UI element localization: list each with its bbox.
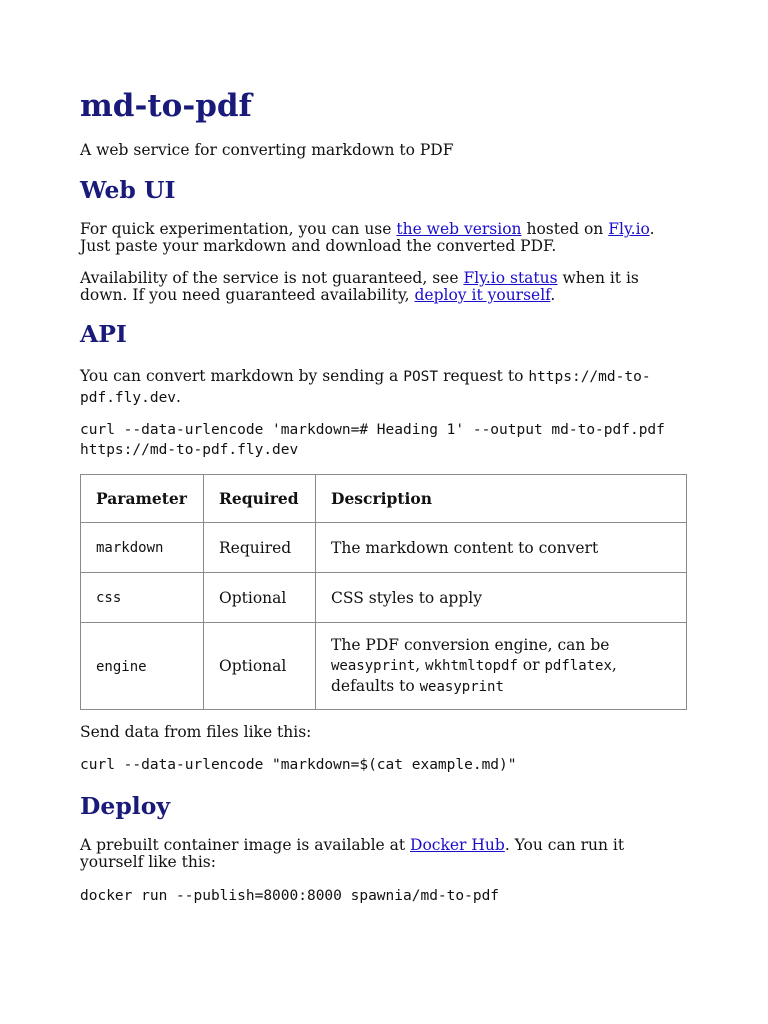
section-heading-deploy: Deploy — [80, 792, 171, 820]
engine-code: wkhtmltopdf — [425, 658, 518, 674]
deploy-yourself-link[interactable]: deploy it yourself — [414, 286, 551, 304]
text: You can convert markdown by sending a — [80, 367, 404, 385]
engine-code: pdflatex — [544, 658, 612, 674]
text: . — [550, 286, 556, 304]
text: . You can run it yourself like this: — [80, 836, 625, 871]
cell-param — [81, 523, 204, 573]
text: , defaults to — [331, 656, 617, 695]
intro-text: A web service for converting markdown to PDF — [80, 141, 454, 159]
table-row — [81, 573, 687, 623]
section-heading-api: API — [80, 320, 127, 348]
cell-description — [316, 623, 687, 710]
page-title: md-to-pdf — [80, 88, 252, 124]
docker-command: docker run --publish=8000:8000 spawnia/md-to-pdf — [80, 888, 500, 904]
cell-param — [81, 573, 204, 623]
cell-description: The markdown content to convert — [316, 523, 687, 573]
param-code: markdown — [96, 540, 164, 556]
engine-code: weasyprint — [331, 658, 416, 674]
table-row — [81, 523, 687, 573]
cell-required: Required — [204, 523, 316, 573]
text: The PDF conversion engine, can be — [331, 636, 610, 654]
web-ui-paragraph-2 — [80, 270, 688, 304]
table-header-row — [81, 475, 687, 523]
docker-hub-link[interactable]: Docker Hub — [410, 836, 505, 854]
flyio-status-link[interactable]: Fly.io status — [463, 269, 558, 287]
flyio-link[interactable]: Fly.io — [608, 220, 650, 238]
post-code: POST — [403, 369, 439, 385]
engine-code: weasyprint — [419, 679, 504, 695]
text: For quick experimentation, you can use — [80, 220, 397, 238]
text: or — [517, 656, 545, 674]
text: request to — [438, 367, 529, 385]
table-row — [81, 623, 687, 710]
text: when it is down. If you need guaranteed availability, — [80, 269, 639, 304]
text: A prebuilt container image is available at — [80, 836, 411, 854]
files-text: Send data from files like this: — [80, 723, 312, 741]
api-paragraph — [80, 366, 680, 408]
cell-description: CSS styles to apply — [316, 573, 687, 623]
text: . Just paste your markdown and download the converted PDF. — [80, 220, 655, 255]
parameters-table — [80, 474, 687, 710]
url-code: https://md-to-pdf.fly.dev — [80, 369, 651, 406]
web-ui-paragraph-1 — [80, 221, 688, 255]
cell-param — [81, 623, 204, 710]
curl-command-1: curl --data-urlencode 'markdown=# Heading 1' --output md-to-pdf.pdf https://md-to-pdf.fly.dev — [80, 422, 674, 458]
cell-required: Optional — [204, 573, 316, 623]
header-description: Description — [316, 475, 687, 523]
param-code: css — [96, 590, 122, 606]
text: . — [176, 388, 181, 406]
section-heading-web-ui: Web UI — [80, 176, 176, 204]
header-parameter: Parameter — [81, 475, 204, 523]
cell-required: Optional — [204, 623, 316, 710]
text: hosted on — [521, 220, 609, 238]
text: Availability of the service is not guaranteed, see — [80, 269, 464, 287]
curl-command-2: curl --data-urlencode "markdown=$(cat example.md)" — [80, 757, 517, 773]
web-version-link[interactable]: the web version — [396, 220, 522, 238]
header-required: Required — [204, 475, 316, 523]
text: , — [415, 656, 426, 674]
param-code: engine — [96, 658, 147, 675]
deploy-paragraph — [80, 837, 688, 871]
